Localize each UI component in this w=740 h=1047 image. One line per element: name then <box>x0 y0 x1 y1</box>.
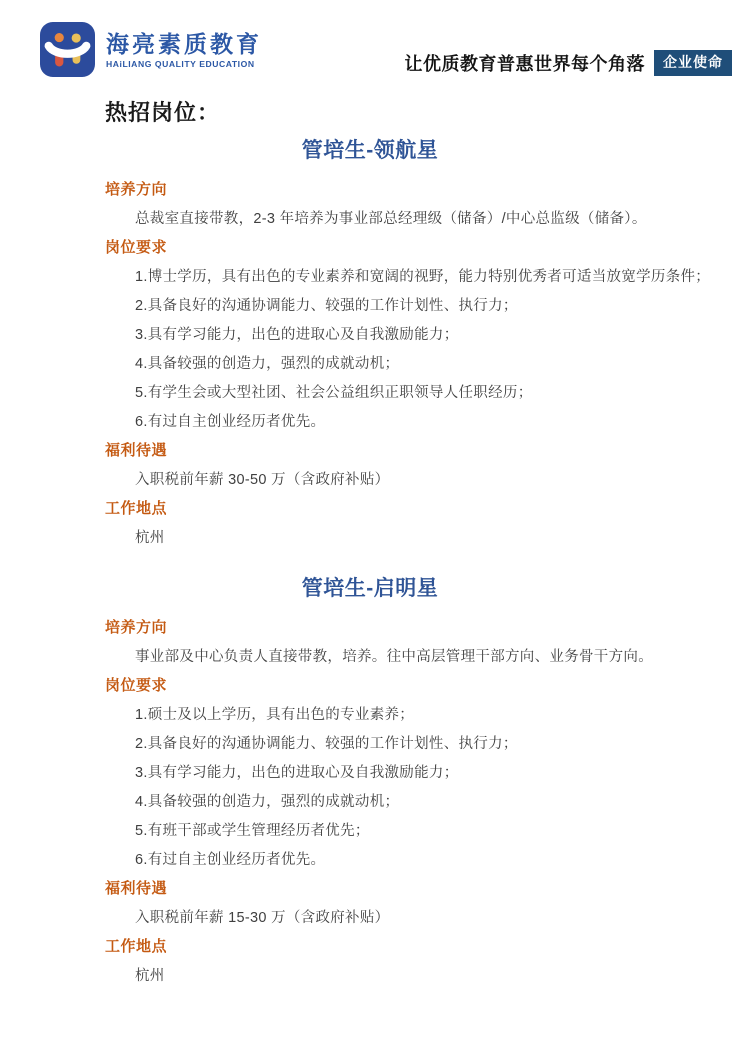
section-heading-benefits: 福利待遇 <box>105 880 168 897</box>
requirement-item: 6.有过自主创业经历者优先。 <box>135 852 326 868</box>
logo-name-cn: 海亮素质教育 <box>106 30 262 57</box>
job-section-qimingxing <box>0 575 740 986</box>
job-section-linghangxing <box>0 137 740 548</box>
direction-text: 总裁室直接带教，2-3 年培养为事业部总经理级（储备）/中心总监级（储备）。 <box>135 211 647 227</box>
logo-text <box>106 31 262 69</box>
requirement-item: 4.具备较强的创造力，强烈的成就动机； <box>135 794 400 810</box>
requirement-item: 3.具有学习能力，出色的进取心及自我激励能力； <box>135 327 459 343</box>
requirement-item: 6.有过自主创业经历者优先。 <box>135 414 326 430</box>
section-heading-direction: 培养方向 <box>105 181 168 198</box>
requirement-item: 5.有学生会或大型社团、社会公益组织正职领导人任职经历； <box>135 385 533 401</box>
slogan-row <box>405 50 733 77</box>
hailiang-logo-icon <box>40 22 95 77</box>
requirement-item: 5.有班干部或学生管理经历者优先； <box>135 823 370 839</box>
location-text: 杭州 <box>135 968 165 984</box>
hailiang-logo <box>40 22 262 77</box>
location-text: 杭州 <box>135 530 165 546</box>
mission-badge: 企业使命 <box>654 50 732 76</box>
requirement-item: 4.具备较强的创造力，强烈的成就动机； <box>135 356 400 372</box>
section-heading-direction: 培养方向 <box>105 619 168 636</box>
job-title: 管培生-启明星 <box>301 577 439 600</box>
slogan-text: 让优质教育普惠世界每个角落 <box>404 54 645 74</box>
section-heading-location: 工作地点 <box>105 500 168 517</box>
requirement-item: 2.具备良好的沟通协调能力、较强的工作计划性、执行力； <box>135 736 518 752</box>
requirement-item: 3.具有学习能力，出色的进取心及自我激励能力； <box>135 765 459 781</box>
requirement-item: 1.博士学历，具有出色的专业素养和宽阔的视野，能力特别优秀者可适当放宽学历条件； <box>135 269 711 285</box>
benefits-text: 入职税前年薪 30-50 万（含政府补贴） <box>135 472 390 488</box>
section-heading-requirements: 岗位要求 <box>105 239 168 256</box>
section-heading-requirements: 岗位要求 <box>105 677 168 694</box>
section-heading-location: 工作地点 <box>105 938 168 955</box>
requirement-item: 1.硕士及以上学历，具有出色的专业素养； <box>135 707 415 723</box>
page-header <box>0 0 740 77</box>
job-title: 管培生-领航星 <box>301 139 439 162</box>
logo-name-en: HAiLIANG QUALITY EDUCATION <box>106 58 255 69</box>
section-heading-benefits: 福利待遇 <box>105 442 168 459</box>
benefits-text: 入职税前年薪 15-30 万（含政府补贴） <box>135 910 390 926</box>
requirement-item: 2.具备良好的沟通协调能力、较强的工作计划性、执行力； <box>135 298 518 314</box>
page-title: 热招岗位： <box>105 100 221 125</box>
direction-text: 事业部及中心负责人直接带教，培养。往中高层管理干部方向、业务骨干方向。 <box>135 649 653 665</box>
